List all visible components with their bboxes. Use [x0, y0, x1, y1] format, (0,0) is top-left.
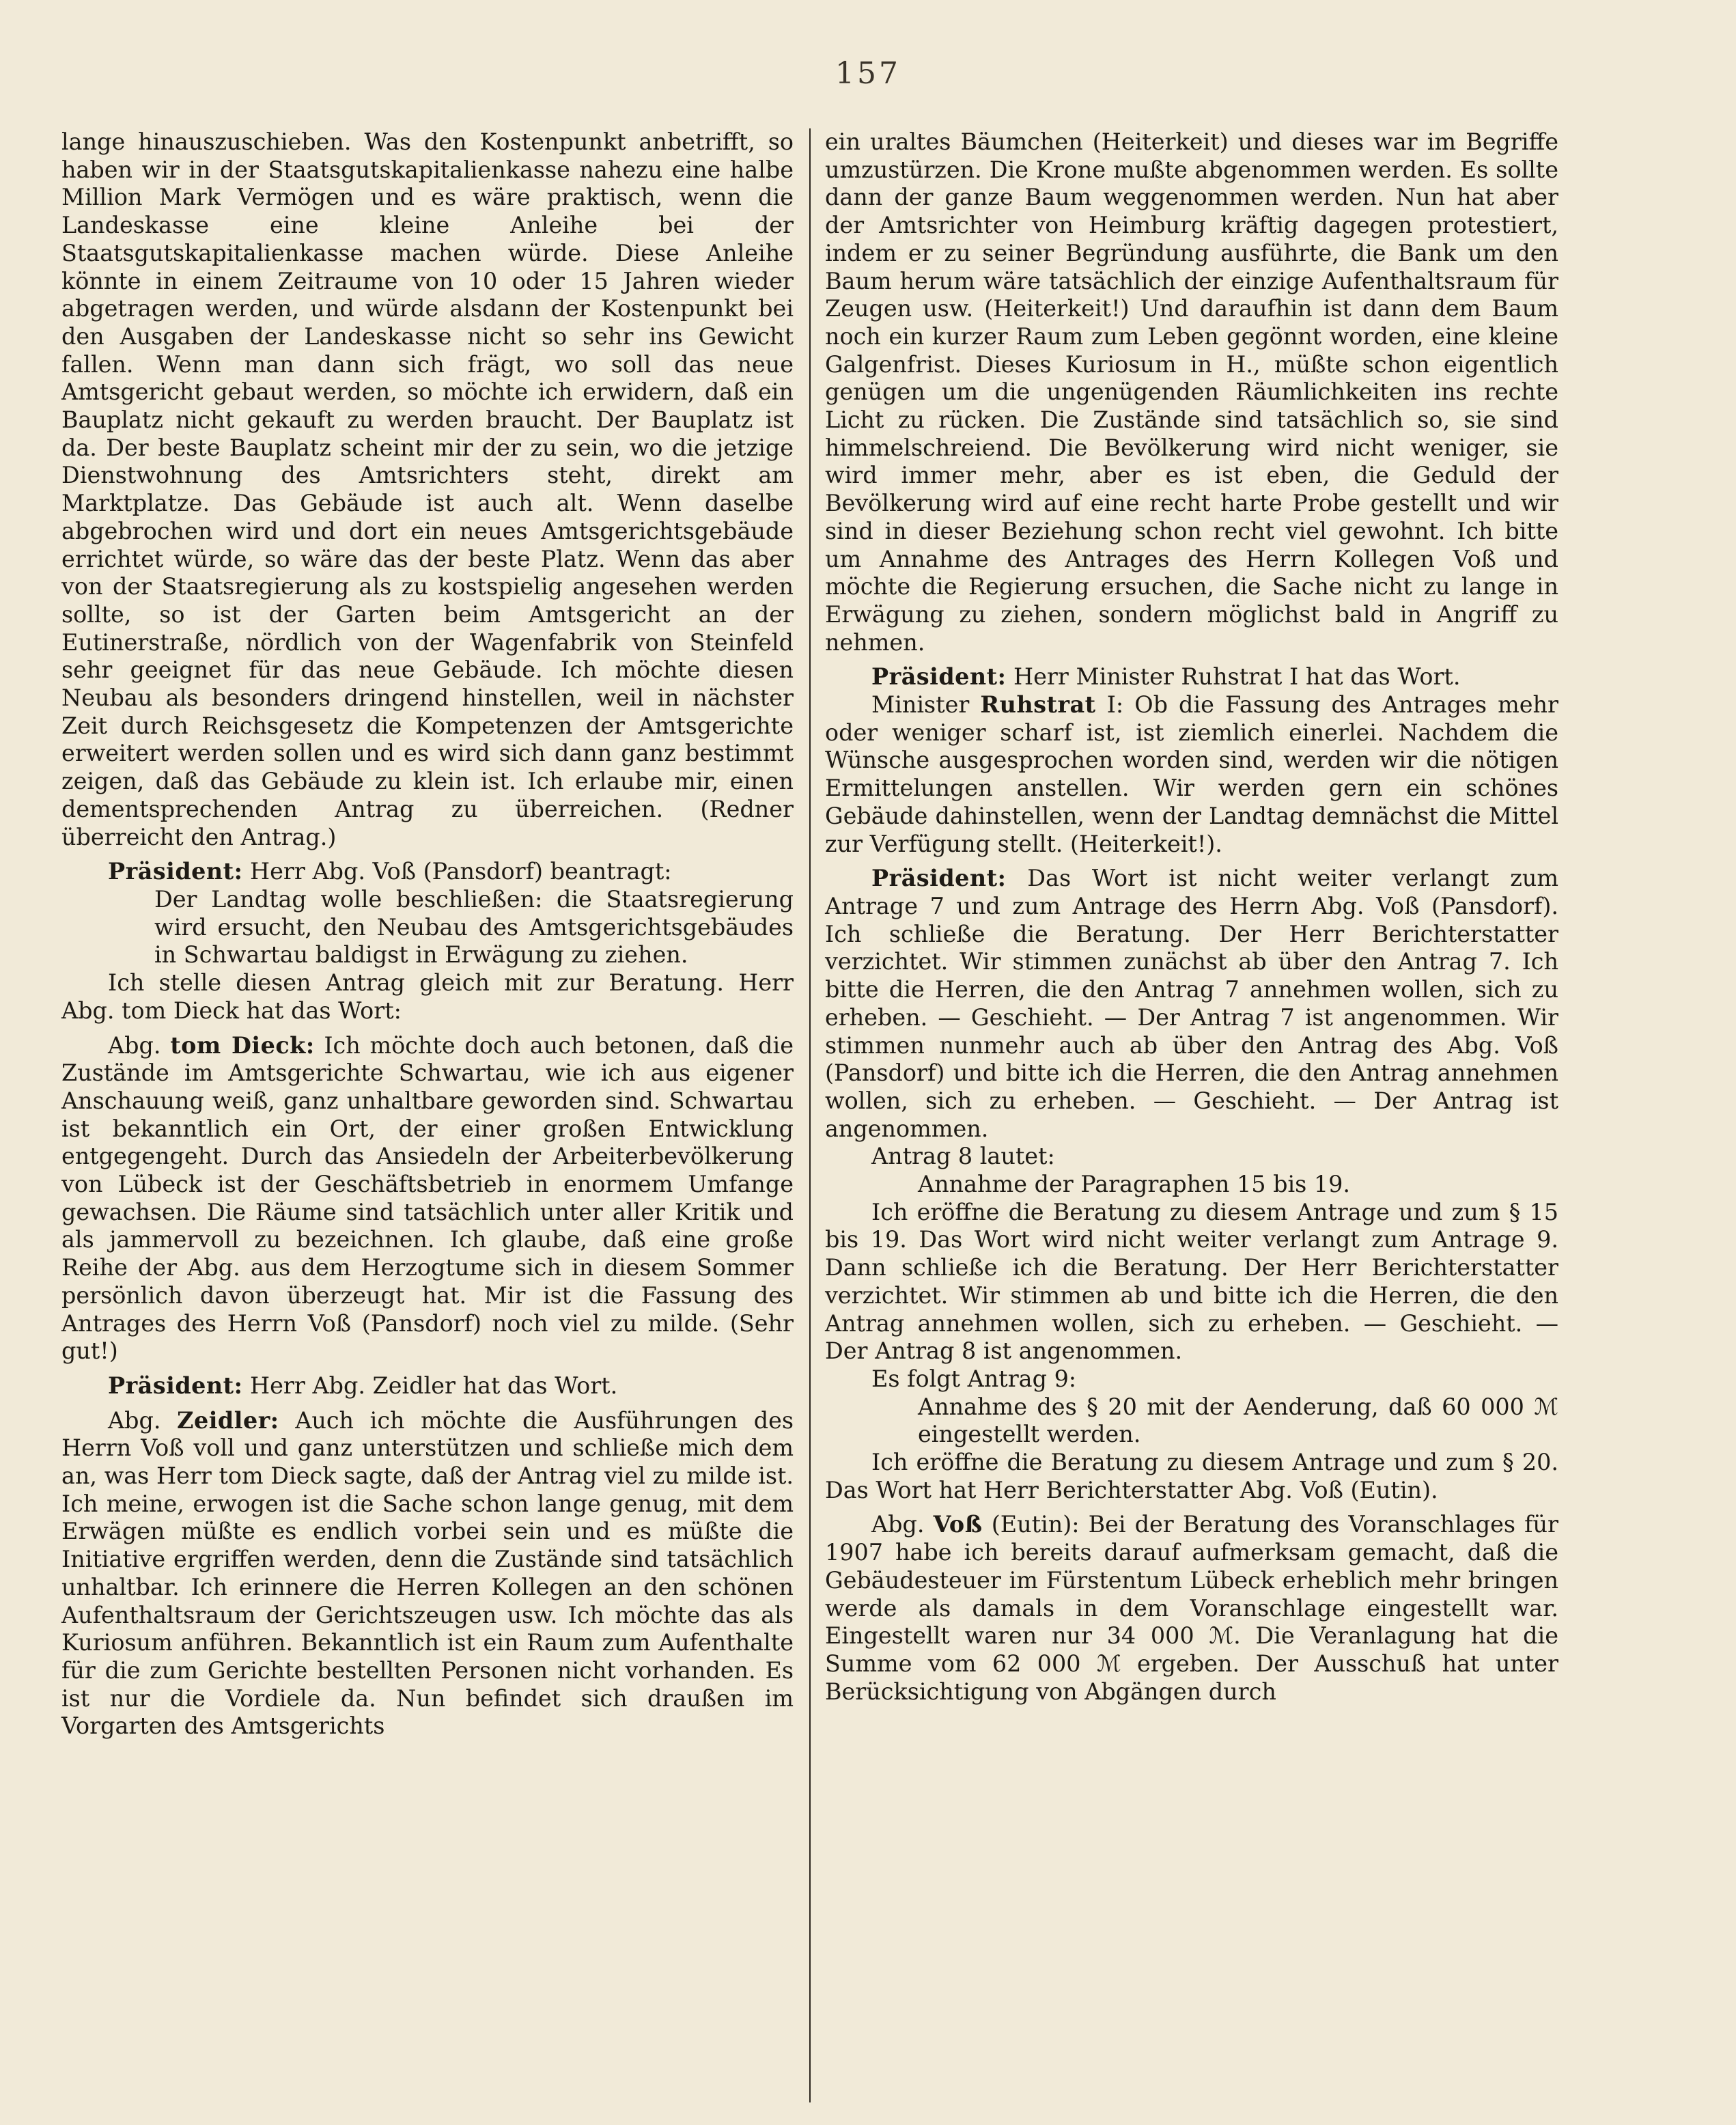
- paragraph: [61, 1032, 794, 1365]
- paragraph: ein uraltes Bäumchen (Heiterkeit) und dieses war im Begriffe umzustürzen. Die Krone mußte abgenommen werden. Es sollte dann der ganze Baum weggenommen werden. Nun hat aber der Amtsrichter von Heimburg kräftig dagegen protestiert, indem er zu seiner Begründung ausführte, die Bank um den Baum herum wäre tatsächlich der einzige Aufenthaltsraum für Zeugen usw. (Heiterkeit!) Und daraufhin ist dann dem Baum noch ein kurzer Raum zum Leben gegönnt worden, eine kleine Galgenfrist. Dieses Kuriosum in H., müßte schon eigentlich genügen um die ungenügenden Räumlichkeiten ins rechte Licht zu rücken. Die Zustände sind tatsächlich so, sie sind himmelschreiend. Die Bevölkerung wird nicht weniger, sie wird immer mehr, aber es ist eben, die Geduld der Bevölkerung wird auf eine recht harte Probe gestellt und wir sind in dieser Beziehung schon recht viel gewohnt. Ich bitte um Annahme des Antrages des Herrn Kollegen Voß und möchte die Regierung ersuchen, die Sache nicht zu lange in Erwägung zu ziehen, sondern möglichst bald in Angriff zu nehmen.: [825, 128, 1558, 656]
- speaker-label: Präsident:: [108, 858, 243, 885]
- paragraph-text: I: Ob die Fassung des Antrages mehr oder weniger scharf ist, ist ziemlich einerlei. Nachdem die Wünsche ausgesprochen worden sind, werden wir die nötigen Ermittelungen anstellen. Wir werden gern ein schönes Gebäude dahinstellen, wenn der Landtag demnächst die Mittel zur Verfügung stellt. (Heiterkeit!).: [825, 691, 1558, 857]
- paragraph-text: Das Wort ist nicht weiter verlangt zum Antrage 7 und zum Antrage des Herrn Abg. Voß (Pansdorf). Ich schließe die Beratung. Der Herr Berichterstatter verzichtet. Wir stimmen zunächst ab über den Antrag 7. Ich bitte die Herren, die den Antrag 7 annehmen wollen, sich zu erheben. — Geschieht. — Der Antrag 7 ist angenommen. Wir stimmen nunmehr auch ab über den Antrag des Abg. Voß (Pansdorf) und bitte ich die Herren, die den Antrag annehmen wollen, sich zu erheben. — Geschieht. — Der Antrag ist angenommen.: [825, 865, 1558, 1142]
- paragraph: [825, 691, 1558, 858]
- paragraph: Antrag 8 lautet:: [871, 1143, 1055, 1170]
- paragraph: Ich eröffne die Beratung zu diesem Antrage und zum § 20. Das Wort hat Herr Berichterstatter Abg. Voß (Eutin).: [825, 1449, 1558, 1503]
- speaker-label: tom Dieck:: [170, 1031, 315, 1059]
- paragraph: [61, 1372, 794, 1400]
- right-column: [825, 128, 1558, 1706]
- motion-quote: Der Landtag wolle beschließen: die Staatsregierung wird ersucht, den Neubau des Amtsgerichtsgebäudes in Schwartau baldigst in Erwägung zu ziehen.: [154, 885, 794, 969]
- paragraph: Ich eröffne die Beratung zu diesem Antrage und zum § 15 bis 19. Das Wort wird nicht weiter verlangt zum Antrage 9. Dann schließe ich die Beratung. Der Herr Berichterstatter verzichtet. Wir stimmen ab und bitte ich die Herren, die den Antrag annehmen wollen, sich zu erheben. — Geschieht. — Der Antrag 8 ist angenommen.: [825, 1198, 1558, 1365]
- paragraph-text: Auch ich möchte die Ausführungen des Herrn Voß voll und ganz unterstützen und schließe mich dem an, was Herr tom Dieck sagte, daß der Antrag viel zu milde ist. Ich meine, erwogen ist die Sache schon lange genug, mit dem Erwägen müßte es endlich vorbei sein und es müßte die Initiative ergriffen werden, denn die Zustände sind tatsächlich unhaltbar. Ich erinnere die Herren Kollegen an den schönen Aufenthaltsraum der Gerichtszeugen usw. Ich möchte das als Kuriosum anführen. Bekanntlich ist ein Raum zum Aufenthalte für die zum Gerichte bestellten Personen nicht vorhanden. Es ist nur die Vordiele da. Nun befindet sich draußen im Vorgarten des Amtsgerichts: [61, 1406, 794, 1740]
- motion-quote: Annahme des § 20 mit der Aenderung, daß 60 000 ℳ eingestellt werden.: [918, 1393, 1558, 1448]
- speaker-prefix: Minister: [871, 691, 981, 719]
- paragraph-text: Ich möchte doch auch betonen, daß die Zustände im Amtsgerichte Schwartau, wie ich aus eigener Anschauung weiß, ganz unhaltbare geworden sind. Schwartau ist bekanntlich ein Ort, der einer großen Entwicklung entgegengeht. Durch das Ansiedeln der Arbeiterbevölkerung von Lübeck ist der Geschäftsbetrieb in enormem Umfange gewachsen. Die Räume sind tatsächlich unter aller Kritik und als jammervoll zu bezeichnen. Ich glaube, daß eine große Reihe der Abg. aus dem Herzogtume sich in diesem Sommer persönlich davon überzeugt hat. Mir ist die Fassung des Antrages des Herrn Voß (Pansdorf) noch viel zu milde. (Sehr gut!): [61, 1031, 794, 1365]
- paragraph-text: Herr Abg. Zeidler hat das Wort.: [242, 1372, 618, 1399]
- speaker-label: Präsident:: [871, 663, 1007, 691]
- speaker-prefix: Abg.: [108, 1031, 171, 1059]
- paragraph-text: (Eutin): Bei der Beratung des Voranschlages für 1907 habe ich bereits darauf aufmerksam gemacht, daß die Gebäudesteuer im Fürstentum Lübeck erheblich mehr bringen werde als damals in dem Voranschlage eingestellt war. Eingestellt waren nur 34 000 ℳ. Die Veranlagung hat die Summe vom 62 000 ℳ ergeben. Der Ausschuß hat unter Berücksichtigung von Abgängen durch: [825, 1511, 1558, 1705]
- speaker-label: Ruhstrat: [980, 691, 1096, 719]
- paragraph: [825, 865, 1558, 1143]
- paragraph: [61, 1407, 794, 1740]
- paragraph: Ich stelle diesen Antrag gleich mit zur Beratung. Herr Abg. tom Dieck hat das Wort:: [61, 969, 794, 1024]
- speaker-prefix: Abg.: [108, 1406, 178, 1434]
- paragraph-text: Herr Minister Ruhstrat I hat das Wort.: [1006, 663, 1461, 691]
- paragraph: [825, 1511, 1558, 1706]
- paragraph: [825, 663, 1558, 691]
- speaker-label: Zeidler:: [177, 1406, 279, 1434]
- speaker-prefix: Abg.: [871, 1511, 934, 1538]
- left-column: [61, 128, 794, 1740]
- column-divider: [809, 128, 811, 2102]
- motion-quote: Annahme der Paragraphen 15 bis 19.: [918, 1171, 1351, 1198]
- paragraph: [61, 858, 794, 886]
- paragraph: lange hinauszuschieben. Was den Kostenpunkt anbetrifft, so haben wir in der Staatsgutskapitalienkasse nahezu eine halbe Million Mark Vermögen und es wäre praktisch, wenn die Landeskasse eine kleine Anleihe bei der Staatsgutskapitalienkasse machen würde. Diese Anleihe könnte in einem Zeitraume von 10 oder 15 Jahren wieder abgetragen werden, und würde alsdann der Kostenpunkt bei den Ausgaben der Landeskasse nicht so sehr ins Gewicht fallen. Wenn man dann sich frägt, wo soll das neue Amtsgericht gebaut werden, so möchte ich erwidern, daß ein Bauplatz nicht gekauft zu werden braucht. Der Bauplatz ist da. Der beste Bauplatz scheint mir der zu sein, wo die jetzige Dienstwohnung des Amtsrichters steht, direkt am Marktplatze. Das Gebäude ist auch alt. Wenn daselbe abgebrochen wird und dort ein neues Amtsgerichtsgebäude errichtet würde, so wäre das der beste Platz. Wenn das aber von der Staatsregierung als zu kostspielig angesehen werden sollte, so ist der Garten beim Amtsgericht an der Eutinerstraße, nördlich von der Wagenfabrik von Steinfeld sehr geeignet für das neue Gebäude. Ich möchte diesen Neubau als besonders dringend hinstellen, weil in nächster Zeit durch Reichsgesetz die Kompetenzen der Amtsgerichte erweitert werden sollen und es wird sich dann ganz bestimmt zeigen, daß das Gebäude zu klein ist. Ich erlaube mir, einen dementsprechenden Antrag zu überreichen. (Redner überreicht den Antrag.): [61, 128, 794, 850]
- paragraph-text: Herr Abg. Voß (Pansdorf) beantragt:: [242, 858, 672, 885]
- page-number: 157: [835, 56, 901, 91]
- paragraph: Es folgt Antrag 9:: [871, 1365, 1077, 1392]
- speaker-label: Voß: [933, 1511, 983, 1538]
- speaker-label: Präsident:: [871, 865, 1007, 892]
- speaker-label: Präsident:: [108, 1372, 243, 1399]
